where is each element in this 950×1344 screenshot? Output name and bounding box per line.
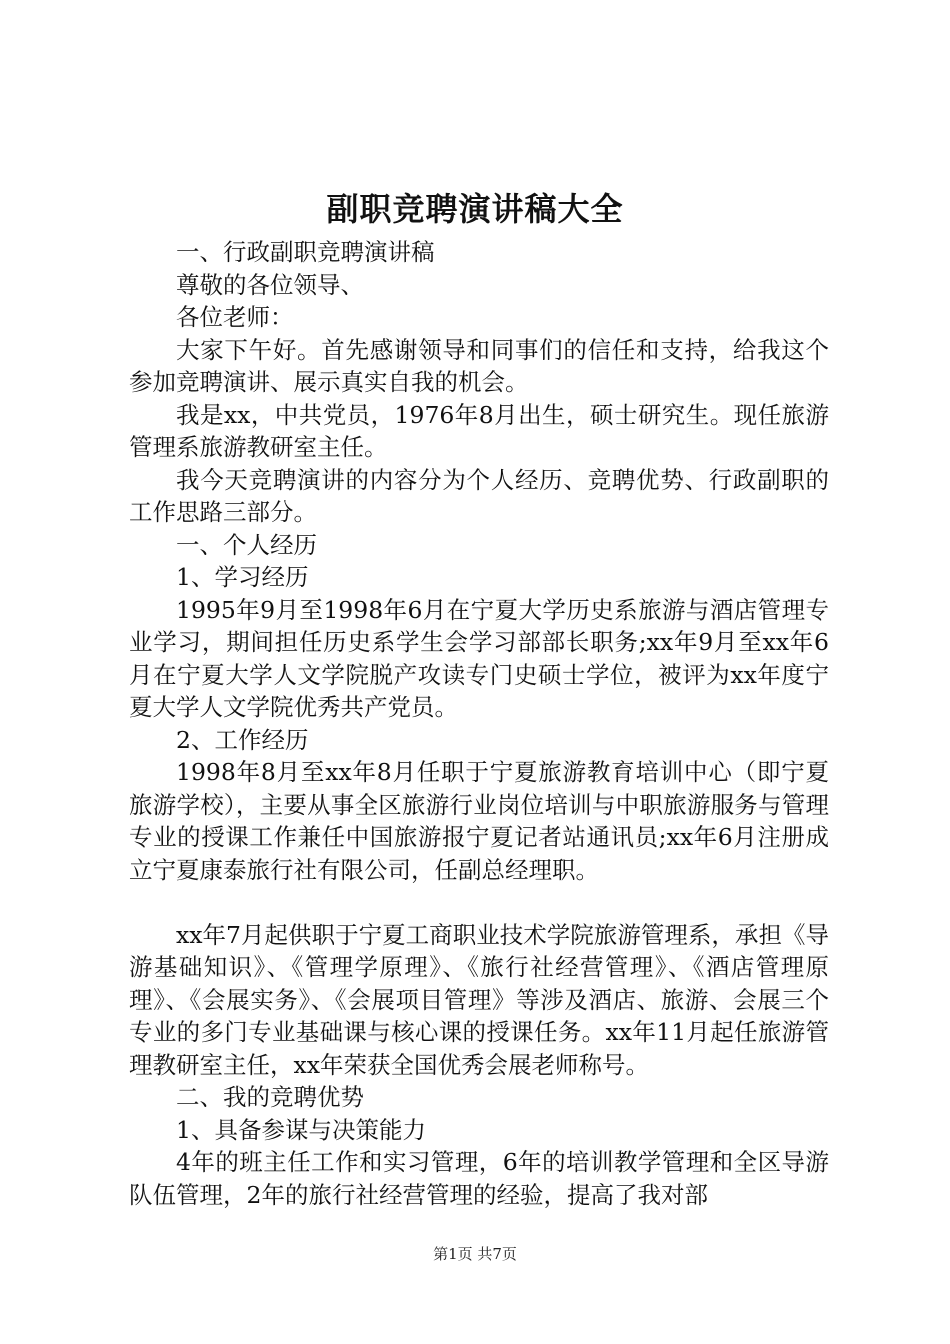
paragraph: 我今天竞聘演讲的内容分为个人经历、竞聘优势、行政副职的工作思路三部分。 <box>129 465 829 526</box>
paragraph: xx年7月起供职于宁夏工商职业技术学院旅游管理系，承担《导游基础知识》、《管理学原理》、《旅行社经营管理》、《酒店管理原理》、《会展实务》、《会展项目管理》等涉及酒店、旅游、会展三个专业的多门专业基础课与核心课的授课任务。xx年11月起任旅游管理教研室主任，xx年荣获全国优秀会展老师称号。 <box>129 920 829 1079</box>
subsection-heading: 1、学习经历 <box>176 563 309 591</box>
section-heading: 二、我的竞聘优势 <box>176 1083 364 1111</box>
paragraph: 我是xx，中共党员，1976年8月出生，硕士研究生。现任旅游管理系旅游教研室主任。 <box>129 400 829 461</box>
paragraph: 各位老师： <box>176 303 294 331</box>
subsection-heading: 1、具备参谋与决策能力 <box>176 1115 426 1144</box>
paragraph: 1995年9月至1998年6月在宁夏大学历史系旅游与酒店管理专业学习，期间担任历史系学生会学习部部长职务;xx年9月至xx年6月在宁夏大学人文学院脱产攻读专门史硕士学位，被评为xx年度宁夏大学人文学院优秀共产党员。 <box>129 595 829 721</box>
blank-line <box>129 886 829 919</box>
paragraph: 4年的班主任工作和实习管理，6年的培训教学管理和全区导游队伍管理，2年的旅行社经营管理的经验，提高了我对部 <box>129 1148 829 1209</box>
paragraph: 尊敬的各位领导、 <box>176 270 364 299</box>
section-heading: 一、个人经历 <box>176 530 317 559</box>
subsection-heading: 2、工作经历 <box>176 725 309 754</box>
document-body <box>129 236 829 1211</box>
paragraph: 1998年8月至xx年8月任职于宁夏旅游教育培训中心（即宁夏旅游学校），主要从事全区旅游行业岗位培训与中职旅游服务与管理专业的授课工作兼任中国旅游报宁夏记者站通讯员;xx年6月注册成立宁夏康泰旅行社有限公司，任副总经理职。 <box>129 758 829 884</box>
document-title: 副职竞聘演讲稿大全 <box>326 190 624 228</box>
paragraph: 一、行政副职竞聘演讲稿 <box>176 238 435 266</box>
paragraph: 大家下午好。首先感谢领导和同事们的信任和支持，给我这个参加竞聘演讲、展示真实自我的机会。 <box>129 335 829 396</box>
page-footer: 第1页 共7页 <box>433 1245 517 1263</box>
